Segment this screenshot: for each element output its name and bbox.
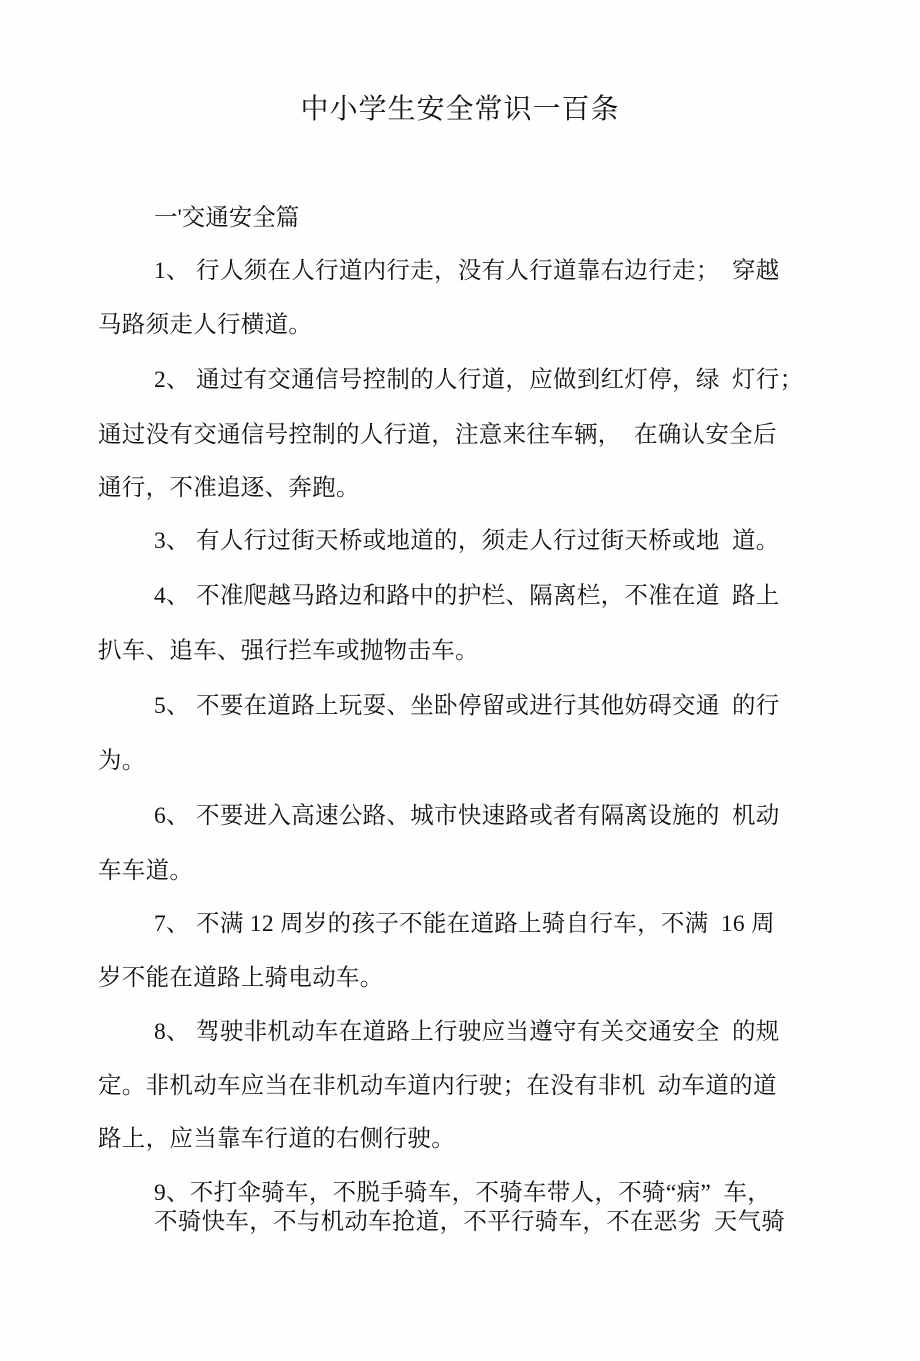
item-7-line-1: 7、 不满 12 周岁的孩子不能在道路上骑自行车，不满 16 周 [154,911,775,937]
item-2-line-2: 通过没有交通信号控制的人行道，注意来往车辆， 在确认安全后 [98,422,777,448]
item-4-line-1: 4、 不准爬越马路边和路中的护栏、隔离栏，不准在道 路上 [154,583,780,609]
item-5-line-1: 5、 不要在道路上玩耍、坐卧停留或进行其他妨碍交通 的行 [154,693,780,719]
item-9-line-1: 9、不打伞骑车，不脱手骑车，不骑车带人，不骑“病” 车， [154,1180,772,1206]
item-1-line-2: 马路须走人行横道。 [98,312,313,338]
item-9-line-2: 不骑快车，不与机动车抢道，不平行骑车，不在恶劣 天气骑 [154,1209,786,1235]
item-3-line-1: 3、 有人行过街天桥或地道的，须走人行过街天桥或地 道。 [154,528,780,554]
item-1-line-1: 1、 行人须在人行道内行走，没有人行道靠右边行走； 穿越 [154,258,780,284]
item-8-line-3: 路上，应当靠车行道的右侧行驶。 [98,1126,455,1152]
page-title: 中小学生安全常识一百条 [300,94,620,125]
item-8-line-1: 8、 驾驶非机动车在道路上行驶应当遵守有关交通安全 的规 [154,1019,780,1045]
item-8-line-2: 定。非机动车应当在非机动车道内行驶；在没有非机 动车道的道 [98,1073,777,1099]
section-heading: 一'交通安全篇 [154,205,300,231]
item-2-line-3: 通行，不准追逐、奔跑。 [98,475,360,501]
item-5-line-2: 为。 [98,748,146,774]
item-4-line-2: 扒车、追车、强行拦车或抛物击车。 [98,638,479,664]
item-6-line-1: 6、 不要进入高速公路、城市快速路或者有隔离设施的 机动 [154,803,780,829]
item-6-line-2: 车车道。 [98,858,194,884]
item-2-line-1: 2、 通过有交通信号控制的人行道，应做到红灯停，绿 灯行； [154,367,804,393]
item-7-line-2: 岁不能在道路上骑电动车。 [98,965,384,991]
